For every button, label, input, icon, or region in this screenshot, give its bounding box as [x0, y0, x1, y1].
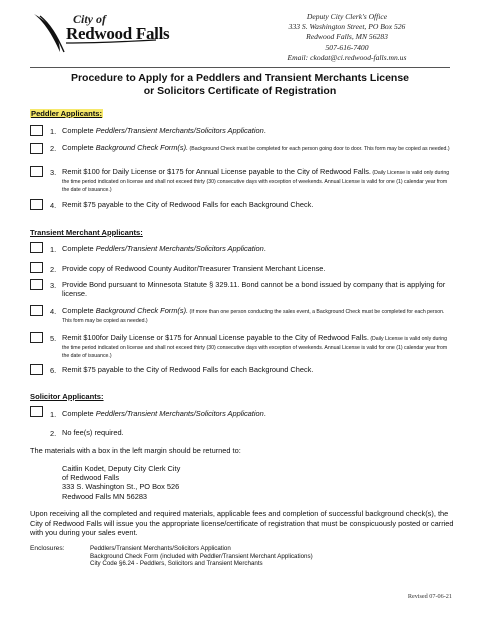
list-item: Complete Background Check Form(s). (Background Check must be completed for each person going door to door. This form may be copied as needed.) [62, 143, 450, 152]
address-line: Deputy City Clerk's Office [306, 12, 388, 21]
enclosure-item: Peddlers/Transient Merchants/Solicitors Application [90, 545, 231, 552]
title-line: Procedure to Apply for a Peddlers and Transient Merchants License [70, 72, 410, 84]
item-number: 1. [50, 127, 57, 136]
address-line: 507-616-7400 [325, 42, 369, 52]
checkbox[interactable] [30, 242, 43, 253]
item-number: 6. [50, 366, 57, 375]
checkbox[interactable] [30, 305, 43, 316]
list-item: Remit $100 for Daily License or $175 for Annual License payable to the City of Redwood Falls. (Daily License is valid only during the time period indicated on license and shall not exceed thirty (30) consecutive days with exception of weekends. Annual License is valid for one (1) calendar year from the date of issuance.) [62, 167, 450, 194]
item-number: 3. [50, 281, 57, 290]
item-number: 1. [50, 410, 57, 419]
logo-city-text: City of [73, 12, 106, 26]
checkbox[interactable] [30, 143, 43, 154]
item-number: 2. [50, 429, 57, 438]
checkbox[interactable] [30, 262, 43, 273]
checkbox[interactable] [30, 199, 43, 210]
enclosures-list [90, 545, 313, 568]
item-number: 5. [50, 334, 57, 343]
title-line: or Solicitors Certificate of Registration [143, 84, 337, 97]
item-number: 3. [50, 168, 57, 177]
checkbox[interactable] [30, 279, 43, 290]
item-number: 1. [50, 245, 57, 254]
return-intro: The materials with a box in the left margin should be returned to: [30, 446, 241, 455]
list-item: Complete Peddlers/Transient Merchants/Solicitors Application. [62, 126, 266, 135]
list-item: Complete Peddlers/Transient Merchants/Solicitors Application. [62, 409, 266, 418]
address-line: Email: ckodat@ci.redwood-falls.mn.us [287, 52, 407, 62]
address-line: 333 S. Washington Street, PO Box 526 [288, 22, 406, 32]
item-number: 4. [50, 201, 57, 210]
enclosures-label: Enclosures: [30, 545, 65, 552]
list-item: Complete Background Check Form(s). (If more than one person conducting the sales event, a Background Check must be completed for each person. This form may be copied as needed.) [62, 306, 445, 324]
item-number: 2. [50, 144, 57, 153]
checkbox[interactable] [30, 166, 43, 177]
checkbox[interactable] [30, 406, 43, 417]
item-number: 4. [50, 307, 57, 316]
header-divider [30, 67, 450, 68]
checkbox[interactable] [30, 332, 43, 343]
section-heading-solicitor: Solicitor Applicants: [30, 392, 104, 401]
return-address-line: Redwood Falls MN 56283 [62, 491, 148, 501]
list-item: Remit $75 payable to the City of Redwood Falls for each Background Check. [62, 365, 314, 374]
item-number: 2. [50, 265, 57, 274]
section-heading-peddler: Peddler Applicants: [31, 109, 103, 118]
checkbox[interactable] [30, 125, 43, 136]
enclosure-item: Background Check Form (included with Peddler/Transient Merchant Applications) [90, 552, 313, 560]
list-item: Provide Bond pursuant to Minnesota Statute § 329.11. Bond cannot be a bond issued by company that is applying for license. [62, 280, 446, 298]
section-heading-transient: Transient Merchant Applicants: [30, 228, 143, 237]
checkbox[interactable] [30, 364, 43, 375]
list-item: No fee(s) required. [62, 428, 124, 437]
list-item: Remit $100for Daily License or $175 for Annual License payable to the City of Redwood Falls. (Daily License is valid only during the time period indicated on license and shall not exceed thirty (30) consecutive days with exception of weekends. Annual License is valid for one (1) calendar year from the date of issuance.) [62, 333, 448, 360]
enclosure-item: City Code §6.24 - Peddlers, Solicitors and Transient Merchants [90, 560, 263, 568]
logo-name-text: Redwood Falls [66, 24, 170, 43]
list-item: Complete Peddlers/Transient Merchants/Solicitors Application. [62, 244, 266, 253]
revision-date: Revised 07-06-21 [407, 593, 452, 600]
return-address-line: 333 S. Washington St., PO Box 526 [62, 482, 180, 492]
return-address-line: of Redwood Falls [62, 473, 120, 483]
list-item: Provide copy of Redwood County Auditor/Treasurer Transient Merchant License. [62, 264, 326, 273]
return-address-line: Caitlin Kodet, Deputy City Clerk City [62, 464, 181, 473]
return-address [62, 464, 180, 501]
address-line: Redwood Falls, MN 56283 [306, 32, 388, 42]
list-item: Remit $75 payable to the City of Redwood Falls for each Background Check. [62, 200, 314, 209]
office-address [262, 12, 432, 63]
document-title [20, 72, 460, 97]
closing-paragraph: Upon receiving all the completed and required materials, applicable fees and completion of successful background check(s), the City of Redwood Falls will issue you the appropriate license/certificate of registration that must be conspicuously posted or carried with you during your sales event. [30, 509, 454, 538]
